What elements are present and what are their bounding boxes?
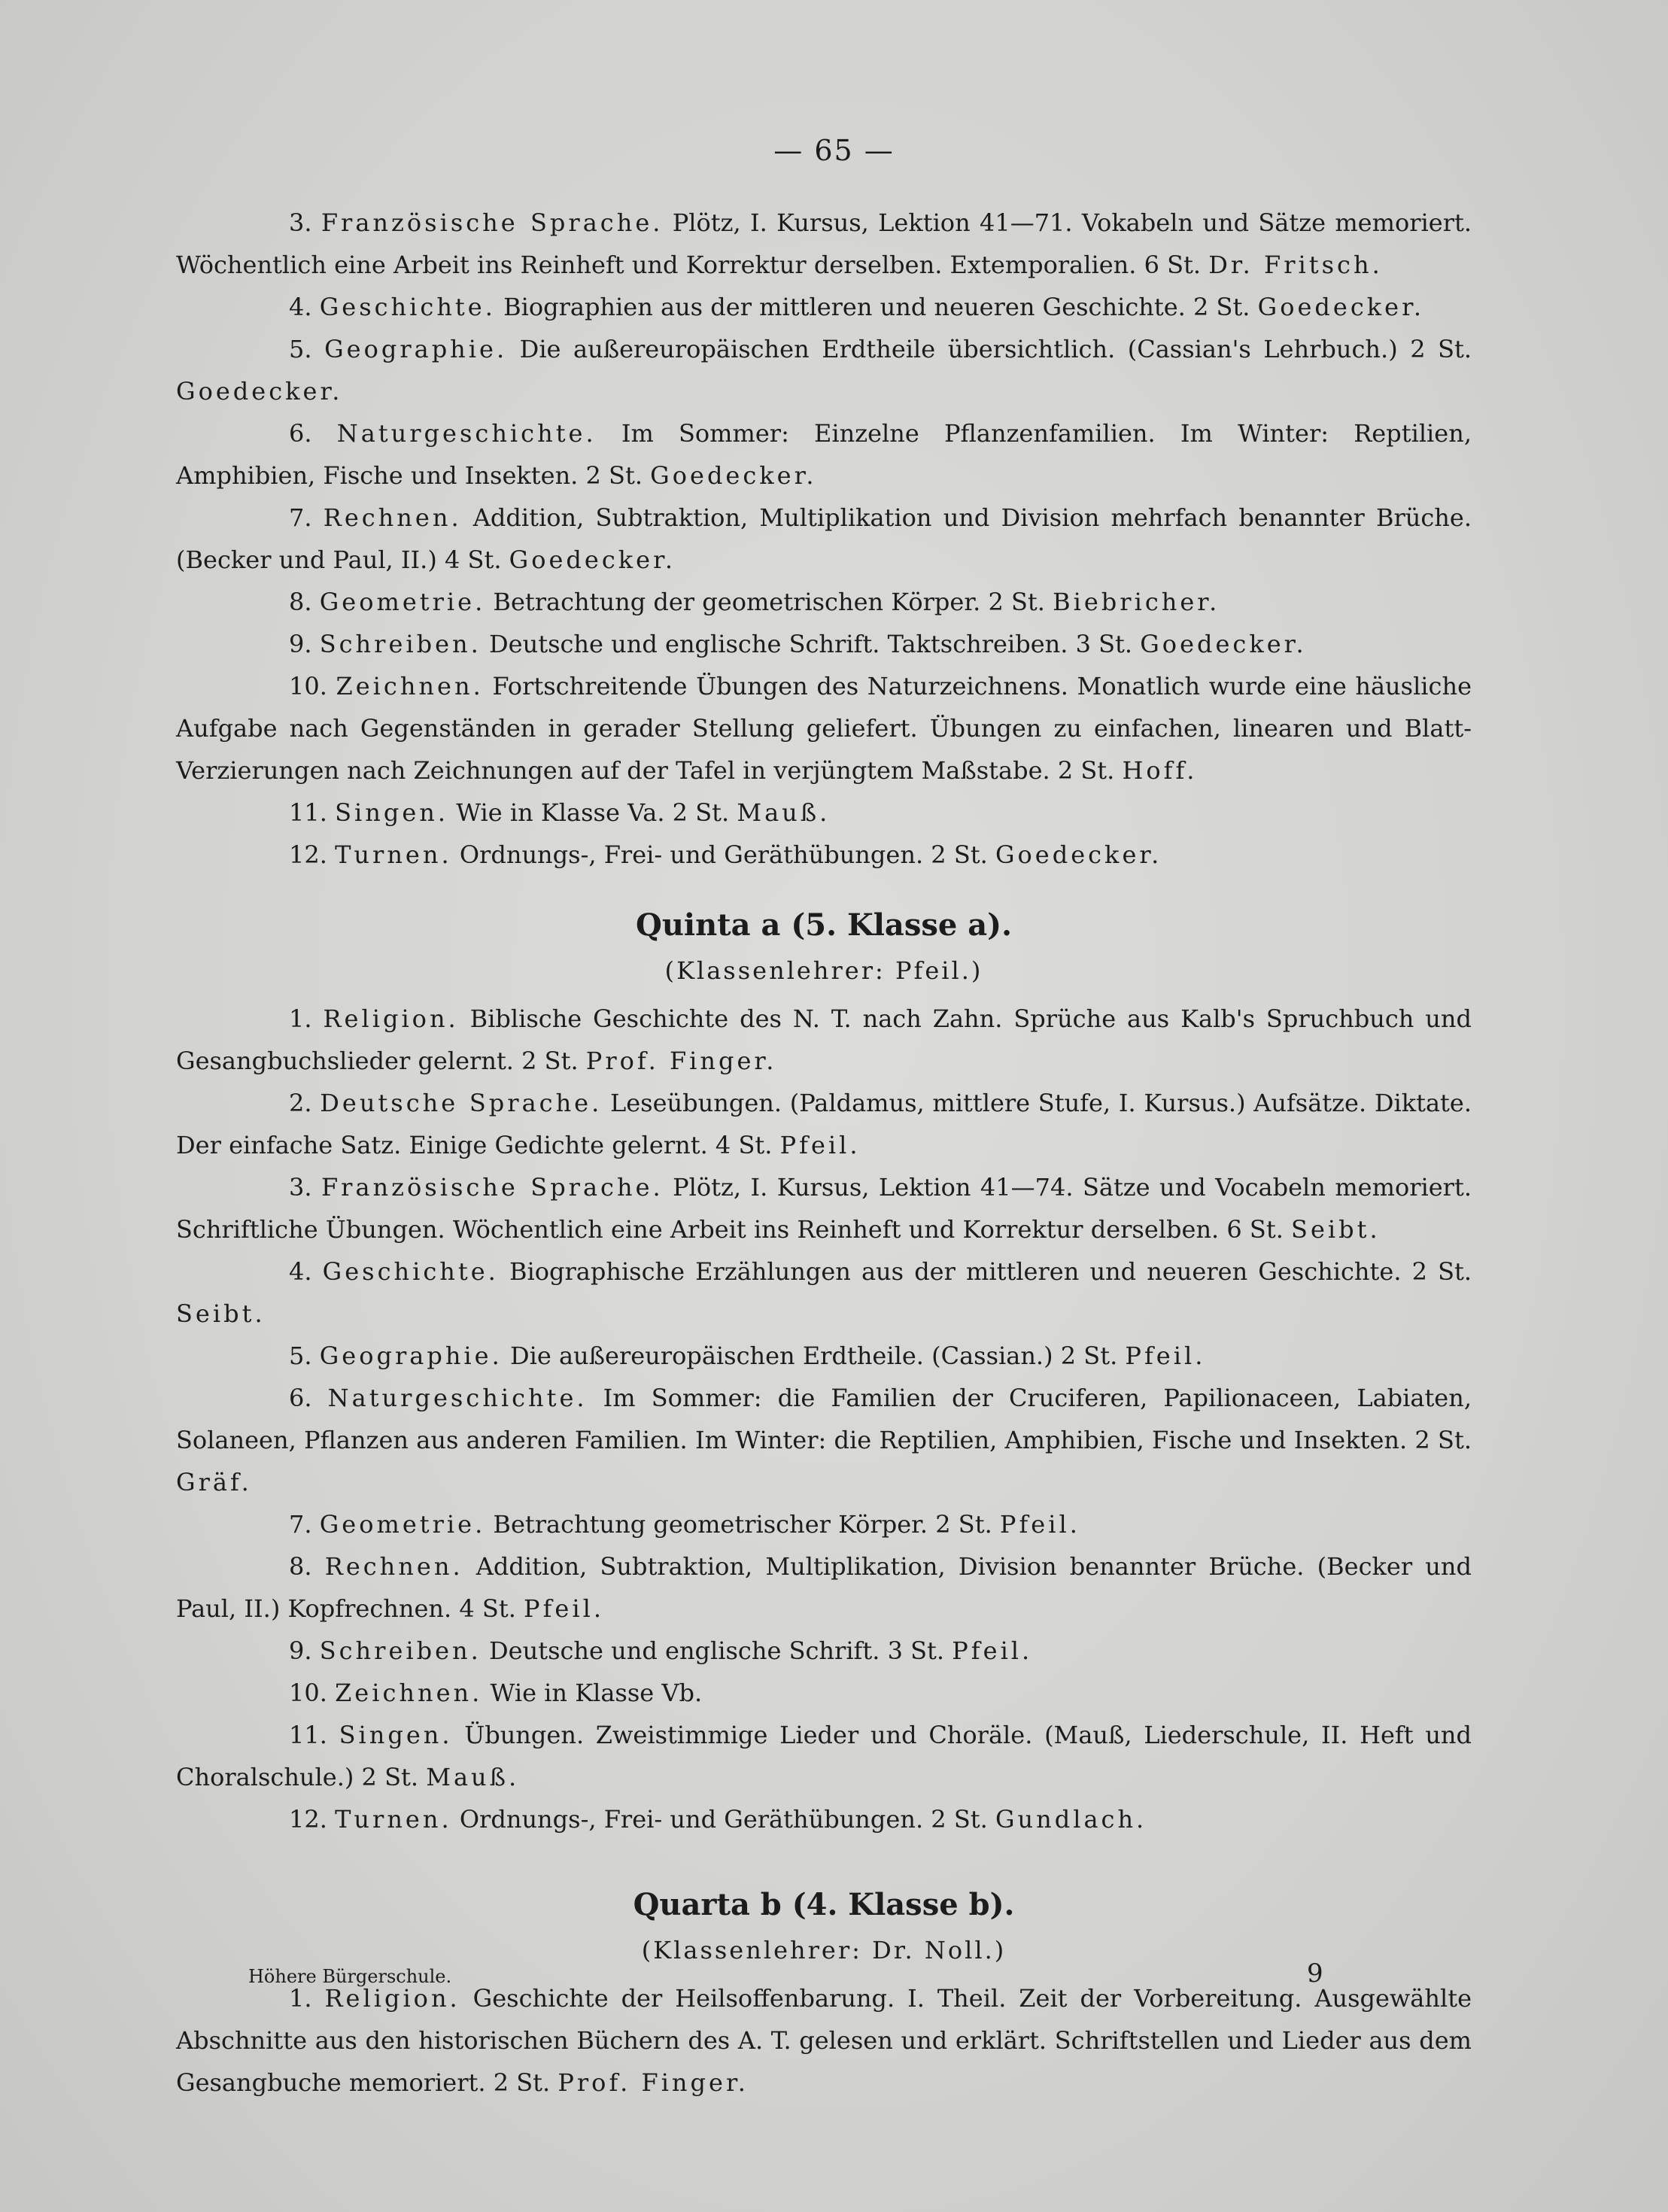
subject-entry (176, 665, 1472, 792)
quinta-subjects (176, 998, 1472, 1840)
subject-name: Religion. (323, 1004, 459, 1033)
entry-number: 4. (289, 1257, 312, 1286)
entry-text: Addition, Subtraktion, Multiplikation, Division benannter Brüche. (Becker und Paul, II.) Kopfrechnen. 4 St. (176, 1552, 1472, 1623)
teacher-name: Prof. Finger. (585, 1047, 777, 1075)
entry-text: Plötz, I. Kursus, Lektion 41—71. Vokabeln und Sätze memoriert. Wöchentlich eine Arbeit ins Reinheft und Korrektur derselben. Extemporalien. 6 St. (176, 208, 1472, 279)
entry-number: 2. (289, 1089, 312, 1117)
subject-name: Schreiben. (319, 1636, 482, 1665)
sheet-number: 9 (1307, 1958, 1323, 1989)
subject-entry (176, 998, 1472, 1082)
subject-name: Zeichnen. (336, 672, 484, 700)
subject-name: Turnen. (335, 1805, 452, 1834)
subject-entry (176, 1335, 1472, 1377)
subject-entry (176, 497, 1472, 581)
entry-number: 11. (289, 1721, 327, 1749)
teacher-name: Seibt. (1291, 1215, 1381, 1244)
subject-entry (176, 412, 1472, 497)
teacher-name: Goedecker. (1257, 293, 1425, 321)
entry-text: Im Sommer: die Familien der Cruciferen, Papilionaceen, Labiaten, Solaneen, Pflanzen aus anderen Familien. Im Winter: die Reptilien, Amphibien, Fische und Insekten. 2 St. (176, 1384, 1472, 1454)
subject-entry (176, 1545, 1472, 1630)
subject-entry (176, 286, 1472, 328)
entry-text: Fortschreitende Übungen des Naturzeichnens. Monatlich wurde eine häusliche Aufgabe nach Gegenständen in gerader Stellung geliefert. Übungen zu einfachen, linearen und Blatt-Verzierungen nach Zeichnungen auf der Tafel in verjüngtem Maßstabe. 2 St. (176, 672, 1472, 785)
subject-entry (176, 581, 1472, 623)
subject-name: Naturgeschichte. (336, 419, 597, 448)
subject-entry (176, 202, 1472, 286)
subject-name: Singen. (339, 1721, 453, 1749)
teacher-name: Pfeil. (999, 1510, 1080, 1539)
subject-entry (176, 1082, 1472, 1166)
entry-number: 8. (289, 588, 312, 616)
entry-number: 4. (289, 293, 312, 321)
teacher-name: Goedecker. (995, 840, 1162, 869)
entry-number: 1. (289, 1004, 312, 1033)
entry-text: Leseübungen. (Paldamus, mittlere Stufe, I. Kursus.) Aufsätze. Diktate. Der einfache Satz. Einige Gedichte gelernt. 4 St. (176, 1089, 1472, 1159)
entry-text: Ordnungs-, Frei- und Geräthübungen. 2 St. (459, 840, 988, 869)
teacher-name: Gundlach. (995, 1805, 1147, 1834)
subject-entry (176, 1166, 1472, 1250)
entry-text: Wie in Klasse Vb. (490, 1679, 703, 1707)
subject-entry (176, 1672, 1472, 1714)
teacher-name: Goedecker. (176, 377, 343, 406)
subject-entry (176, 1630, 1472, 1672)
subject-name: Turnen. (335, 840, 452, 869)
subject-entry (176, 1250, 1472, 1335)
entry-text: Addition, Subtraktion, Multiplikation und Division mehrfach benannter Brüche. (Becker und Paul, II.) 4 St. (176, 503, 1472, 574)
teacher-name: Mauß. (737, 798, 831, 827)
entry-number: 6. (289, 1384, 312, 1412)
quinta-heading: Quinta a (5. Klasse a). (635, 907, 1013, 943)
entry-number: 9. (289, 630, 312, 658)
document-body (176, 202, 1472, 2104)
entry-number: 3. (289, 208, 312, 237)
subject-name: Deutsche Sprache. (320, 1089, 603, 1117)
entry-number: 11. (289, 798, 327, 827)
subject-entry (176, 792, 1472, 834)
entry-text: Ordnungs-, Frei- und Geräthübungen. 2 St. (459, 1805, 988, 1834)
subject-name: Schreiben. (319, 630, 482, 658)
entry-text: Plötz, I. Kursus, Lektion 41—74. Sätze und Vocabeln memoriert. Schriftliche Übungen. Wöchentlich eine Arbeit ins Reinheft und Korrektur derselben. 6 St. (176, 1173, 1472, 1244)
subject-entry (176, 1377, 1472, 1503)
teacher-name: Hoff. (1122, 756, 1198, 785)
quarta-a-continued (176, 202, 1472, 876)
subject-name: Zeichnen. (335, 1679, 483, 1707)
entry-text: Betrachtung der geometrischen Körper. 2 St. (493, 588, 1045, 616)
entry-text: Biographien aus der mittleren und neueren Geschichte. 2 St. (503, 293, 1250, 321)
entry-number: 5. (289, 335, 312, 363)
subject-name: Rechnen. (324, 1552, 463, 1581)
entry-number: 12. (289, 840, 327, 869)
teacher-name: Goedecker. (509, 545, 676, 574)
subject-name: Geschichte. (322, 1257, 499, 1286)
entry-number: 12. (289, 1805, 327, 1834)
entry-text: Die außereuropäischen Erdtheile. (Cassian.) 2 St. (509, 1341, 1118, 1370)
entry-number: 10. (289, 1679, 327, 1707)
entry-number: 7. (289, 503, 312, 532)
teacher-name: Seibt. (176, 1299, 266, 1328)
subject-name: Rechnen. (323, 503, 462, 532)
subject-name: Französische Sprache. (321, 208, 664, 237)
teacher-name: Dr. Fritsch. (1208, 251, 1383, 279)
subject-entry (176, 834, 1472, 876)
entry-text: Deutsche und englische Schrift. 3 St. (489, 1636, 945, 1665)
quinta-class-teacher: (Klassenlehrer: Pfeil.) (664, 956, 983, 985)
subject-name: Naturgeschichte. (327, 1384, 588, 1412)
subject-name: Geographie. (324, 335, 508, 363)
footer-signature: Höhere Bürgerschule. (248, 1966, 452, 1987)
entry-text: Im Sommer: Einzelne Pflanzenfamilien. Im Winter: Reptilien, Amphibien, Fische und Insekten. 2 St. (176, 419, 1472, 490)
subject-entry (176, 1977, 1472, 2104)
teacher-name: Gräf. (176, 1468, 252, 1496)
entry-text: Die außereuropäischen Erdtheile übersichtlich. (Cassian's Lehrbuch.) 2 St. (519, 335, 1472, 363)
entry-number: 7. (289, 1510, 312, 1539)
entry-number: 5. (289, 1341, 312, 1370)
subject-name: Französische Sprache. (321, 1173, 664, 1202)
entry-text: Geschichte der Heilsoffenbarung. I. Theil. Zeit der Vorbereitung. Ausgewählte Abschnitte aus den historischen Büchern des A. T. gelesen und erklärt. Schriftstellen und Lieder aus dem Gesangbuche memoriert. 2 St. (176, 1984, 1472, 2097)
subject-name: Religion. (324, 1984, 460, 2013)
entry-text: Betrachtung geometrischer Körper. 2 St. (493, 1510, 992, 1539)
entry-text: Übungen. Zweistimmige Lieder und Choräle. (Mauß, Liederschule, II. Heft und Choralschule.) 2 St. (176, 1721, 1472, 1791)
subject-name: Geometrie. (319, 588, 486, 616)
subject-entry (176, 1503, 1472, 1545)
subject-name: Singen. (335, 798, 449, 827)
teacher-name: Mauß. (426, 1763, 520, 1791)
entry-number: 1. (289, 1984, 312, 2013)
quarta-b-subjects (176, 1977, 1472, 2104)
quarta-b-class-teacher: (Klassenlehrer: Dr. Noll.) (641, 1936, 1007, 1964)
teacher-name: Biebricher. (1053, 588, 1220, 616)
entry-text: Deutsche und englische Schrift. Taktschreiben. 3 St. (489, 630, 1133, 658)
teacher-name: Goedecker. (650, 461, 817, 490)
subject-name: Geometrie. (319, 1510, 486, 1539)
entry-number: 8. (289, 1552, 312, 1581)
subject-entry (176, 328, 1472, 412)
entry-number: 3. (289, 1173, 312, 1202)
entry-text: Biblische Geschichte des N. T. nach Zahn. Sprüche aus Kalb's Spruchbuch und Gesangbuchslieder gelernt. 2 St. (176, 1004, 1472, 1075)
teacher-name: Prof. Finger. (558, 2068, 749, 2097)
subject-entry (176, 623, 1472, 665)
subject-name: Geographie. (319, 1341, 503, 1370)
teacher-name: Pfeil. (779, 1131, 861, 1159)
subject-entry (176, 1714, 1472, 1798)
page-number: — 65 — (773, 134, 895, 167)
quarta-b-heading: Quarta b (4. Klasse b). (633, 1887, 1015, 1922)
teacher-name: Pfeil. (1125, 1341, 1206, 1370)
teacher-name: Pfeil. (952, 1636, 1033, 1665)
entry-number: 10. (289, 672, 327, 700)
teacher-name: Pfeil. (524, 1594, 604, 1623)
entry-text: Biographische Erzählungen aus der mittleren und neueren Geschichte. 2 St. (509, 1257, 1472, 1286)
entry-number: 6. (289, 419, 312, 448)
teacher-name: Goedecker. (1140, 630, 1307, 658)
entry-number: 9. (289, 1636, 312, 1665)
entry-text: Wie in Klasse Va. 2 St. (456, 798, 730, 827)
subject-name: Geschichte. (319, 293, 496, 321)
subject-entry (176, 1798, 1472, 1840)
